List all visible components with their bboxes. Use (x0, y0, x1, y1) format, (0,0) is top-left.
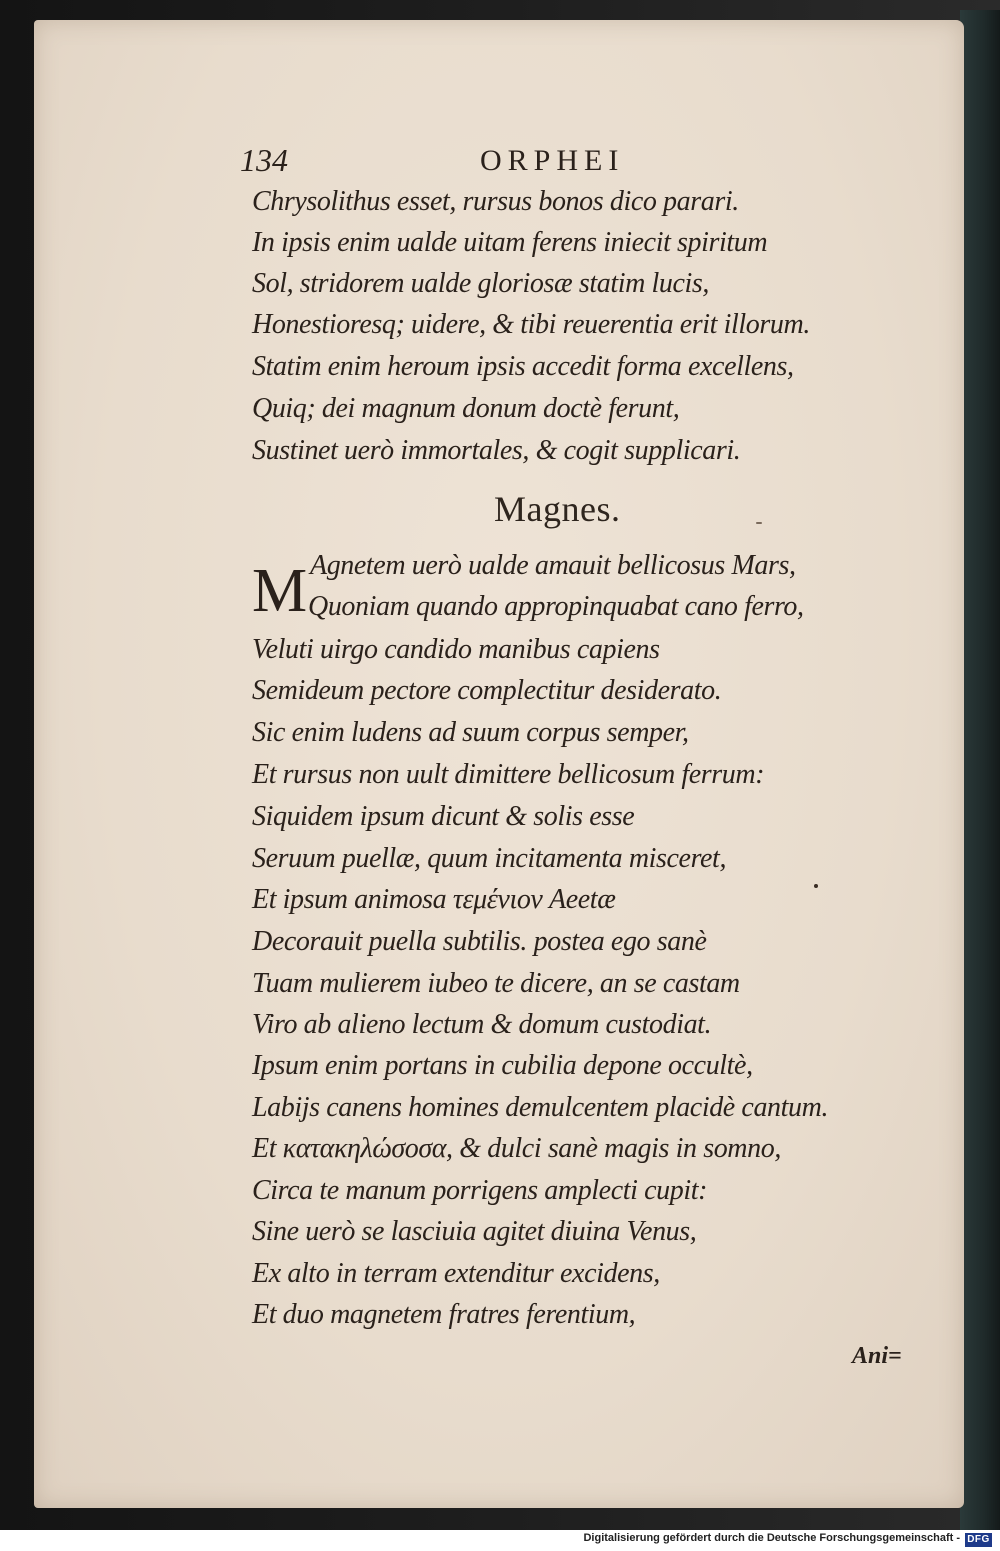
verse-line: Circa te manum porrigens amplecti cupit: (252, 1175, 708, 1206)
verse-line: Veluti uirgo candido manibus capiens (252, 634, 660, 665)
verse-line: Sustinet uerò immortales, & cogit supplicari. (252, 435, 741, 466)
drop-cap: M (252, 557, 308, 625)
verse-line: Honestioresq; uidere, & tibi reuerentia erit illorum. (252, 309, 810, 340)
verse-line: Et ipsum animosa τεμένιον Aeetæ (252, 884, 616, 915)
verse-line: Agnetem uerò ualde amauit bellicosus Mars, (310, 550, 796, 581)
footer-credit: Digitalisierung gefördert durch die Deutsche Forschungsgemeinschaft - (583, 1532, 960, 1544)
verse-line: Tuam mulierem iubeo te dicere, an se castam (252, 968, 740, 999)
running-title: ORPHEI (480, 144, 625, 177)
verse-line: Sic enim ludens ad suum corpus semper, (252, 717, 689, 748)
verse-line: Et rursus non uult dimittere bellicosum ferrum: (252, 759, 765, 790)
verse-line: In ipsis enim ualde uitam ferens iniecit spiritum (252, 227, 768, 258)
verse-line: Semideum pectore complectitur desiderato. (252, 675, 722, 706)
page-number: 134 (240, 142, 288, 178)
verse-line: Ipsum enim portans in cubilia depone occultè, (252, 1050, 753, 1081)
verse-line: Viro ab alieno lectum & domum custodiat. (252, 1009, 712, 1040)
verse-line: Statim enim heroum ipsis accedit forma excellens, (252, 351, 794, 382)
verse-line: Chrysolithus esset, rursus bonos dico parari. (252, 186, 739, 217)
verse-line: Quiq; dei magnum donum doctè ferunt, (252, 393, 680, 424)
verse-line: Siquidem ipsum dicunt & solis esse (252, 801, 635, 832)
page-header (240, 142, 720, 182)
ink-speck (814, 884, 818, 888)
book-edge (960, 10, 1000, 1530)
verse-line: Quoniam quando appropinquabat cano ferro, (308, 591, 804, 622)
footer-bar (0, 1530, 1000, 1551)
section-heading: Magnes. (494, 489, 621, 529)
dfg-logo-icon: DFG (965, 1533, 992, 1547)
verse-line: Sol, stridorem ualde gloriosæ statim lucis, (252, 268, 710, 299)
verse-line: Ex alto in terram extenditur excidens, (252, 1258, 660, 1289)
verse-line: Sine uerò se lasciuia agitet diuina Venus, (252, 1216, 697, 1247)
verse-line: Et κατακηλώσοσα, & dulci sanè magis in somno, (252, 1133, 781, 1164)
catchword: Ani= (852, 1343, 902, 1369)
verse-line: Seruum puellæ, quum incitamenta misceret, (252, 843, 727, 874)
verse-line: Decorauit puella subtilis. postea ego sanè (252, 926, 707, 957)
ink-speck (756, 522, 762, 524)
verse-line: Labijs canens homines demulcentem placidè cantum. (252, 1092, 829, 1123)
verse-line: Et duo magnetem fratres ferentium, (252, 1299, 636, 1330)
